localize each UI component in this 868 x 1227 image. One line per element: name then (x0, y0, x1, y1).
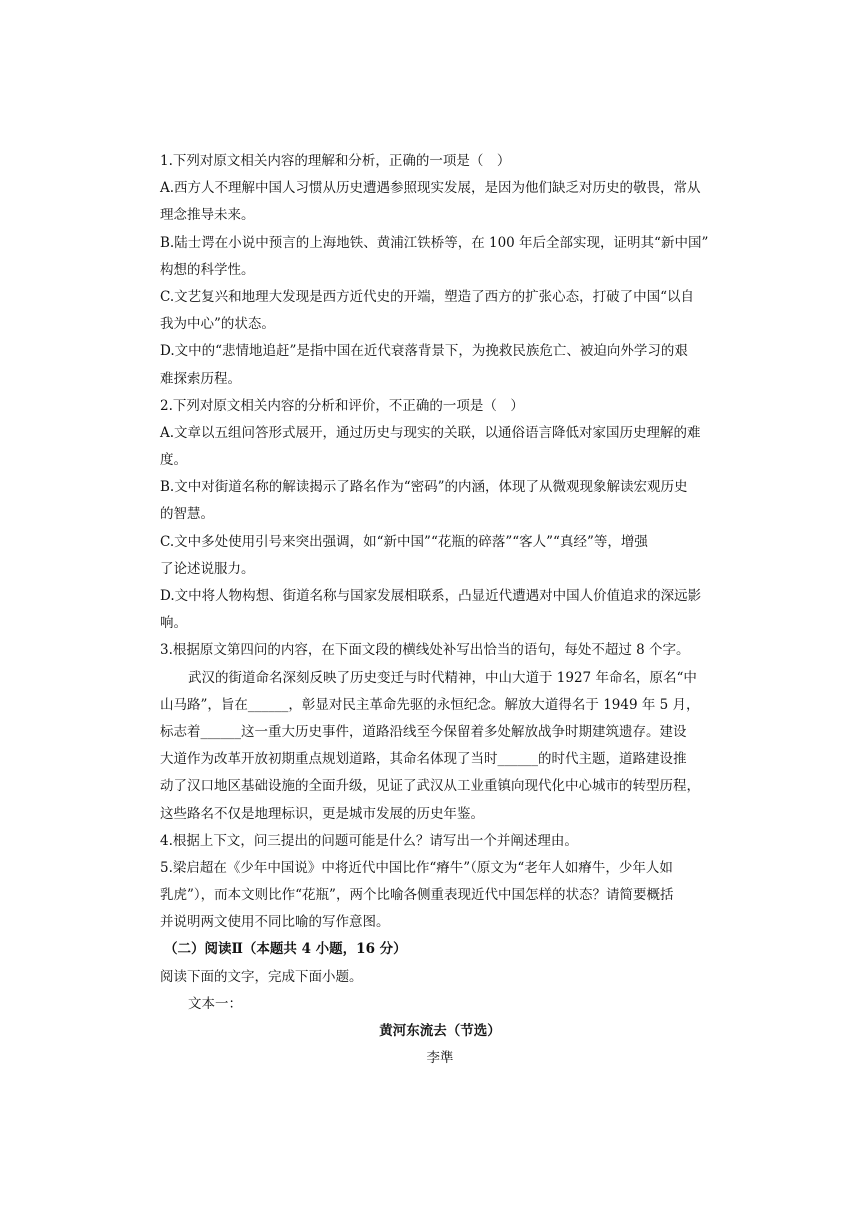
q1-option-d: D.文中的“悲情地追赶”是指中国在近代衰落背景下，为挽救民族危亡、被迫向外学习的艰 (160, 343, 688, 360)
q3-passage-line-6: 这些路名不仅是地理标识，更是城市发展的历史年鉴。 (160, 805, 484, 822)
section-heading: （二）阅读Ⅱ（本题共 4 小题，16 分） (164, 941, 407, 958)
reading-instruction: 阅读下面的文字，完成下面小题。 (160, 968, 363, 985)
q2-option-d: D.文中将人物构想、街道名称与国家发展相联系，凸显近代遭遇对中国人价值追求的深远影 (160, 588, 702, 604)
article-author: 李準 (426, 1050, 454, 1067)
question-1-stem: 1.下列对原文相关内容的理解和分析，正确的一项是（ ） (160, 153, 511, 169)
question-5-stem: 5.梁启超在《少年中国说》中将近代中国比作“瘠牛”（原文为“老年人如瘠牛，少年人如 (160, 859, 673, 876)
q2-option-c: C.文中多处使用引号来突出强调，如“新中国”“花瓶的碎落”“客人”“真经”等，增强 (160, 533, 648, 550)
article-title: 黄河东流去（节选） (379, 1023, 501, 1039)
q3-passage-line-5: 动了汉口地区基础设施的全面升级，见证了武汉从工业重镇向现代化中心城市的转型历程， (160, 778, 700, 795)
question-5-cont-2: 并说明两文使用不同比喻的写作意图。 (160, 914, 390, 931)
q2-option-a-cont: 度。 (160, 452, 187, 469)
q3-passage-line-4: 大道作为改革开放初期重点规划道路，其命名体现了当时______的时代主题，道路建设推 (160, 751, 687, 768)
q2-option-b-cont: 的智慧。 (160, 506, 214, 523)
q1-option-a-cont: 理念推导未来。 (160, 207, 255, 224)
q1-option-b: B.陆士谔在小说中预言的上海地铁、黄浦江铁桥等，在 100 年后全部实现，证明其“新中国” (160, 234, 709, 251)
q1-option-d-cont: 难探索历程。 (160, 370, 241, 387)
q2-option-c-cont: 了论述说服力。 (160, 560, 255, 577)
question-3-stem: 3.根据原文第四问的内容，在下面文段的横线处补写出恰当的语句，每处不超过 8 个字。 (160, 642, 690, 659)
q3-passage-line-1: 武汉的街道命名深刻反映了历史变迁与时代精神，中山大道于 1927 年命名，原名“中 (188, 669, 697, 686)
q1-option-c-cont: 我为中心”的状态。 (160, 316, 275, 333)
q1-option-a: A.西方人不理解中国人习惯从历史遭遇参照现实发展，是因为他们缺乏对历史的敬畏，常从 (160, 180, 701, 197)
q2-option-b: B.文中对街道名称的解读揭示了路名作为“密码”的内涵，体现了从微观现象解读宏观历史 (160, 479, 688, 496)
q3-passage-line-3: 标志着______这一重大历史事件，道路沿线至今保留着多处解放战争时期建筑遗存。建设 (160, 723, 687, 740)
q1-option-c: C.文艺复兴和地理大发现是西方近代史的开端，塑造了西方的扩张心态，打破了中国“以自 (160, 288, 695, 305)
q1-option-b-cont: 构想的科学性。 (160, 261, 255, 278)
question-2-stem: 2.下列对原文相关内容的分析和评价，不正确的一项是（ ） (160, 397, 524, 414)
q3-passage-line-2: 山马路”，旨在______，彰显对民主革命先驱的永恒纪念。解放大道得名于 1949 年 5 月， (160, 696, 700, 713)
q2-option-a: A.文章以五组问答形式展开，通过历史与现实的关联，以通俗语言降低对家国历史理解的难 (160, 424, 701, 441)
document-page (160, 148, 720, 1071)
text-one-label: 文本一： (188, 995, 242, 1012)
q2-option-d-cont: 响。 (160, 615, 187, 632)
question-4-stem: 4.根据上下文，问三提出的问题可能是什么？请写出一个并阐述理由。 (160, 832, 578, 849)
question-5-cont-1: 乳虎”），而本文则比作“花瓶”，两个比喻各侧重表现近代中国怎样的状态？请简要概括 (160, 887, 674, 904)
